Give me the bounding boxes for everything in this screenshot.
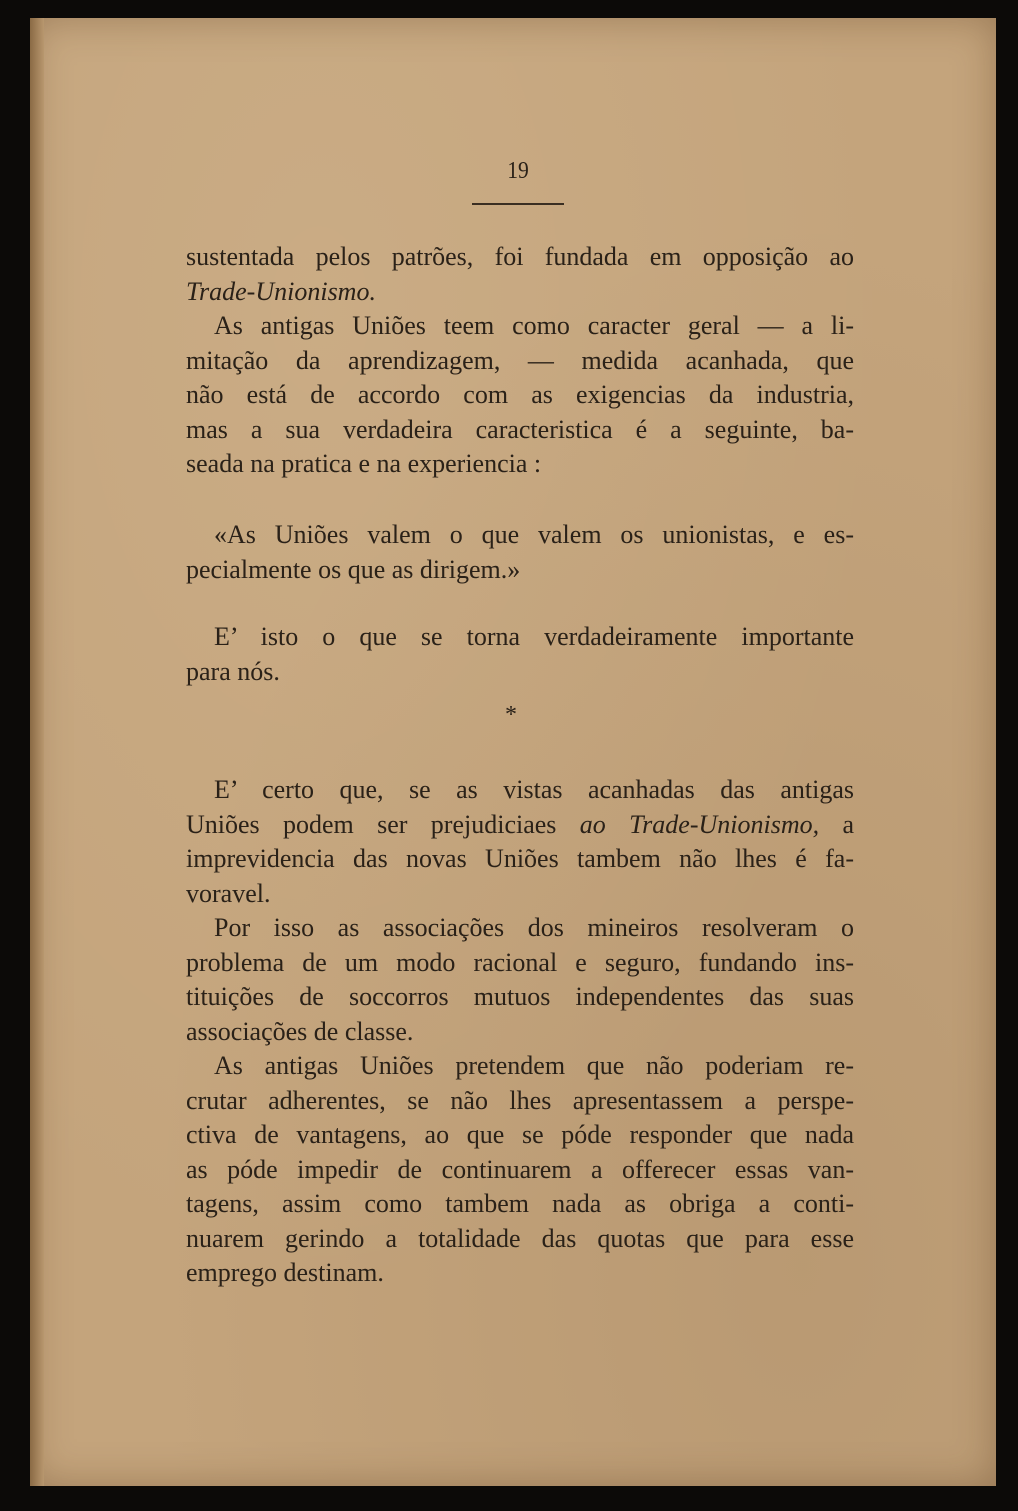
- text-line: as póde impedir de continuarem a offerecer essas van-: [186, 1154, 854, 1184]
- text-line: nuarem gerindo a totalidade das quotas que para esse: [186, 1223, 854, 1253]
- text-line: Por isso as associações dos mineiros resolveram o: [214, 913, 854, 942]
- text-line: Uniões podem ser prejudiciaes ao Trade-Unionismo, a: [186, 809, 854, 839]
- text-line: pecialmente os que as dirigem.»: [186, 554, 521, 584]
- paragraph-block-1: [186, 240, 854, 482]
- text-line: crutar adherentes, se não lhes apresentassem a perspe-: [186, 1085, 854, 1115]
- text-line: As antigas Uniões pretendem que não poderiam re-: [214, 1051, 854, 1080]
- text-line: associações de classe.: [186, 1016, 414, 1046]
- paragraph-block-4: [186, 773, 854, 1291]
- text-line: seada na pratica e na experiencia :: [186, 449, 542, 478]
- text-line: voravel.: [186, 878, 271, 908]
- paragraph-block-3: [186, 620, 854, 689]
- text-line: não está de accordo com as exigencias da industria,: [186, 380, 854, 409]
- text-line: E’ certo que, se as vistas acanhadas das antigas: [214, 775, 854, 804]
- text-line: «As Uniões valem o que valem os unionistas, e es-: [214, 520, 854, 549]
- text-line: ctiva de vantagens, ao que se póde responder que nada: [186, 1120, 854, 1149]
- page-gutter: [30, 18, 44, 1486]
- page-number: 19: [507, 158, 529, 184]
- text-line: tagens, assim como tambem nada as obriga a conti-: [186, 1189, 854, 1218]
- text-line: As antigas Uniões teem como caracter geral — a li-: [214, 311, 854, 340]
- text-line: mas a sua verdadeira caracteristica é a seguinte, ba-: [186, 414, 854, 444]
- quote-block: [186, 518, 854, 587]
- text-line: tituições de soccorros mutuos independentes das suas: [186, 982, 854, 1011]
- text-line: emprego destinam.: [186, 1258, 384, 1287]
- text-line: problema de um modo racional e seguro, fundando ins-: [186, 947, 854, 977]
- header-rule: [472, 203, 564, 205]
- text-line: E’ isto o que se torna verdadeiramente importante: [214, 622, 854, 651]
- text-line: sustentada pelos patrões, foi fundada em opposição ao: [186, 242, 854, 271]
- section-separator: *: [505, 702, 517, 728]
- text-line: mitação da aprendizagem, — medida acanhada, que: [186, 345, 854, 375]
- text-line: Trade-Unionismo.: [186, 276, 376, 306]
- text-line: imprevidencia das novas Uniões tambem não lhes é fa-: [186, 844, 854, 873]
- text-line: para nós.: [186, 656, 280, 686]
